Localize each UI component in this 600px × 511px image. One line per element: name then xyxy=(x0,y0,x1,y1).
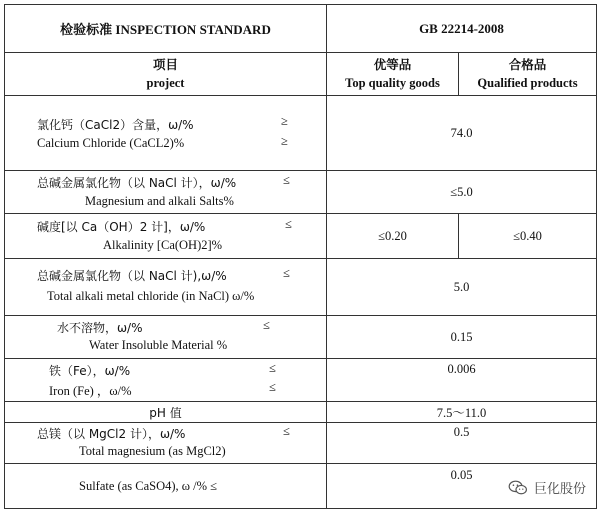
item-symbol: ≤ xyxy=(283,173,290,187)
item-zh: 氯化钙（CaCl2）含量，ω/% xyxy=(37,118,194,132)
value-cell: 5.0 xyxy=(327,259,597,316)
value-cell: ≤5.0 xyxy=(327,171,597,214)
column-header-row xyxy=(5,53,597,96)
item-en: Magnesium and alkali Salts% xyxy=(85,194,234,208)
item-zh: 总碱金属氯化物（以 NaCl 计),ω/% xyxy=(37,269,227,283)
inspection-standard-table xyxy=(4,4,597,509)
watermark-text: 巨化股份 xyxy=(533,482,586,497)
wechat-icon xyxy=(508,480,528,496)
ph-label: pH 值 xyxy=(5,402,327,423)
project-header-zh: 项目 xyxy=(152,57,178,72)
item-cell xyxy=(5,464,327,509)
item-symbol: ≥ xyxy=(281,134,288,148)
item-zh: 总镁（以 MgCl2 计），ω/% xyxy=(37,427,186,441)
project-header-en: project xyxy=(146,76,185,90)
qualified-header-en: Qualified products xyxy=(477,76,578,90)
item-en: Alkalinity [Ca(OH)2]% xyxy=(103,238,223,252)
item-cell xyxy=(5,171,327,214)
item-cell xyxy=(5,96,327,171)
item-en: Water Insoluble Material % xyxy=(89,338,228,352)
value-cell: 0.006 xyxy=(327,359,597,402)
table-row xyxy=(5,214,597,259)
qualified-header xyxy=(459,53,597,96)
inspection-standard-title xyxy=(5,5,327,53)
item-zh: 铁（Fe），ω/% xyxy=(49,364,131,378)
qualified-value: ≤0.40 xyxy=(459,214,597,259)
value-cell: 7.5～11.0 xyxy=(327,402,597,423)
item-en: Calcium Chloride (CaCL2)% xyxy=(37,136,185,150)
item-en: Iron (Fe) ，ω/% xyxy=(49,384,132,398)
item-symbol: ≤ xyxy=(269,361,276,375)
title-en: INSPECTION STANDARD xyxy=(115,22,271,37)
table-row xyxy=(5,316,597,359)
item-zh: 总碱金属氯化物（以 NaCl 计），ω/% xyxy=(37,176,237,190)
value-cell: 0.5 xyxy=(327,423,597,464)
item-symbol: ≤ xyxy=(283,266,290,280)
item-cell xyxy=(5,259,327,316)
table-row xyxy=(5,259,597,316)
table-row xyxy=(5,402,597,423)
item-cell xyxy=(5,214,327,259)
item-symbol: ≥ xyxy=(281,114,288,128)
table-header-row xyxy=(5,5,597,53)
item-symbol: ≤ xyxy=(269,380,276,394)
item-en: Sulfate (as CaSO4), ω /% ≤ xyxy=(79,479,217,493)
table-row xyxy=(5,423,597,464)
item-cell xyxy=(5,423,327,464)
item-symbol: ≤ xyxy=(283,424,290,438)
item-symbol: ≤ xyxy=(263,318,270,332)
title-zh: 检验标准 xyxy=(60,23,113,38)
item-cell xyxy=(5,359,327,402)
value-cell: 74.0 xyxy=(327,96,597,171)
watermark xyxy=(508,478,586,497)
table-row xyxy=(5,96,597,171)
top-quality-header-zh: 优等品 xyxy=(373,57,412,72)
qualified-header-zh: 合格品 xyxy=(508,57,547,72)
item-en: Total magnesium (as MgCl2) xyxy=(79,444,226,458)
standard-code: GB 22214-2008 xyxy=(327,5,597,53)
item-zh: 水不溶物，ω/% xyxy=(57,321,143,335)
table-row xyxy=(5,359,597,402)
item-en: Total alkali metal chloride (in NaCl) ω/% xyxy=(47,289,255,303)
item-symbol: ≤ xyxy=(285,217,292,231)
value-cell: 0.05 xyxy=(327,464,597,509)
top-quality-value: ≤0.20 xyxy=(327,214,459,259)
value-cell: 0.15 xyxy=(327,316,597,359)
project-header xyxy=(5,53,327,96)
table-row xyxy=(5,171,597,214)
top-quality-header xyxy=(327,53,459,96)
top-quality-header-en: Top quality goods xyxy=(345,76,440,90)
item-zh: 碱度[以 Ca（OH）2 计]，ω/% xyxy=(37,220,206,234)
item-cell xyxy=(5,316,327,359)
